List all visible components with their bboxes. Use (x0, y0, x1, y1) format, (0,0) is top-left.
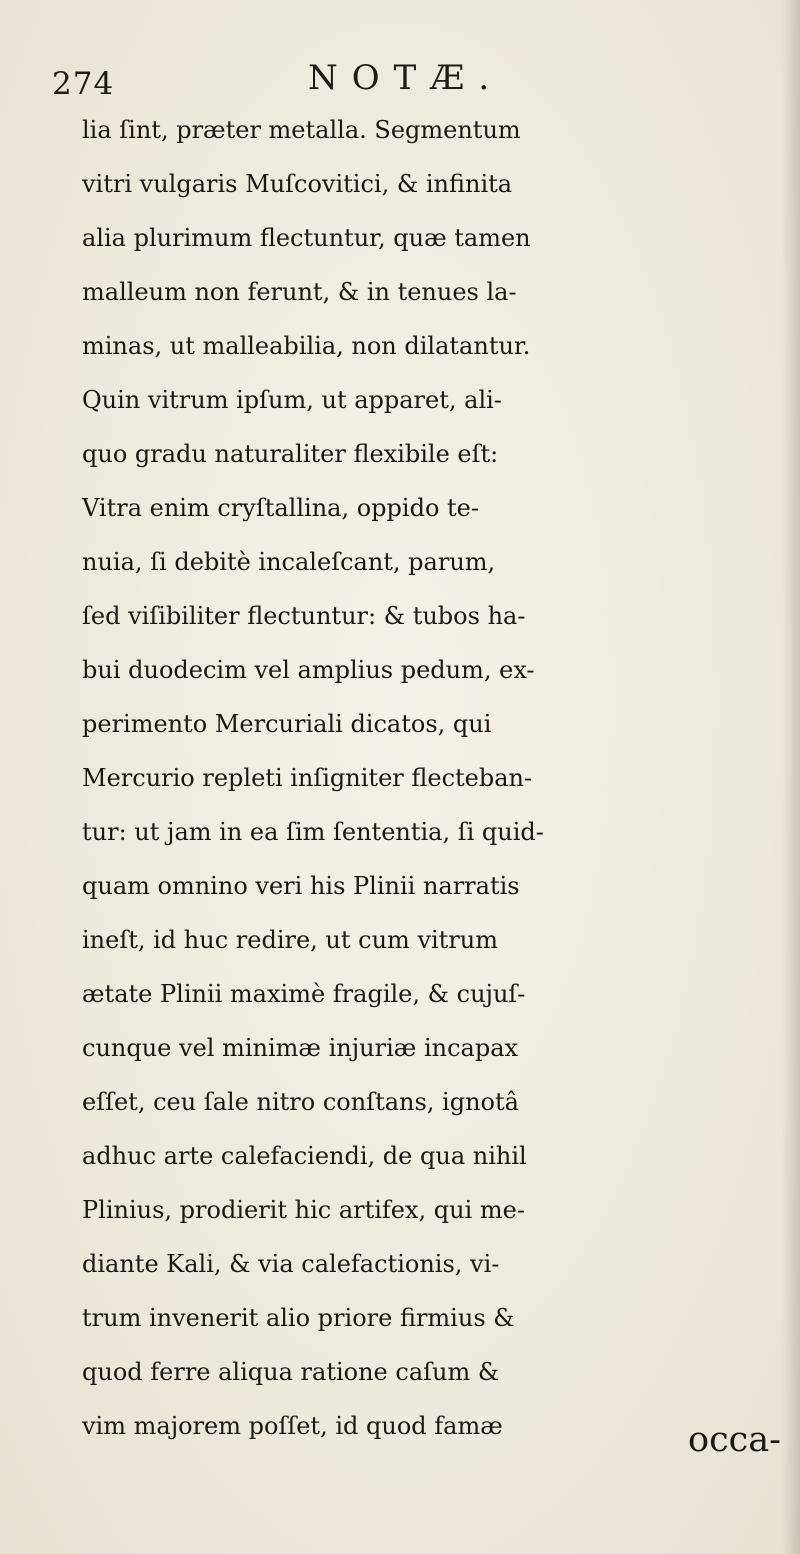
text-line: vitri vulgaris Muſcovitici, & infinita (82, 170, 513, 198)
text-line: quam omnino veri his Plinii narratis (82, 872, 520, 900)
text-line: ſed viſibiliter flectuntur: & tubos ha- (82, 602, 526, 630)
text-line: Mercurio repleti inſigniter flecteban- (82, 764, 533, 792)
page-number: 274 (52, 66, 115, 102)
page-header (0, 50, 800, 110)
text-line: minas, ut malleabilia, non dilatantur. (82, 332, 531, 360)
running-head: NOTÆ. (308, 58, 504, 98)
catchword: occa- (688, 1420, 781, 1460)
text-line: cunque vel minimæ injuriæ incapax (82, 1034, 519, 1062)
body-text (82, 103, 792, 1453)
text-line: ineſt, id huc redire, ut cum vitrum (82, 926, 499, 954)
text-line: vim majorem poſſet, id quod famæ (82, 1412, 503, 1440)
text-line: Plinius, prodierit hic artifex, qui me- (82, 1196, 525, 1224)
text-line: ætate Plinii maximè fragile, & cujuſ- (82, 980, 526, 1008)
text-line: quo gradu naturaliter flexibile eſt: (82, 440, 499, 468)
text-line: perimento Mercuriali dicatos, qui (82, 710, 492, 738)
text-line: trum invenerit alio priore firmius & (82, 1304, 515, 1332)
text-line: quod ferre aliqua ratione caſum & (82, 1358, 500, 1386)
text-line: diante Kali, & via calefactionis, vi- (82, 1250, 500, 1278)
text-line: malleum non ferunt, & in tenues la- (82, 278, 517, 306)
text-line: alia plurimum flectuntur, quæ tamen (82, 224, 531, 252)
text-line: tur: ut jam in ea ſim ſententia, ſi quid- (82, 818, 544, 846)
text-line: Quin vitrum ipſum, ut apparet, ali- (82, 386, 502, 414)
text-line: bui duodecim vel amplius pedum, ex- (82, 656, 535, 684)
text-line: adhuc arte calefaciendi, de qua nihil (82, 1142, 527, 1170)
text-line: Vitra enim cryſtallina, oppido te- (82, 494, 479, 522)
text-line: eſſet, ceu ſale nitro conſtans, ignotâ (82, 1088, 519, 1116)
text-line: nuia, ſi debitè incaleſcant, parum, (82, 548, 496, 576)
text-line: lia ſint, præter metalla. Segmentum (82, 116, 521, 144)
